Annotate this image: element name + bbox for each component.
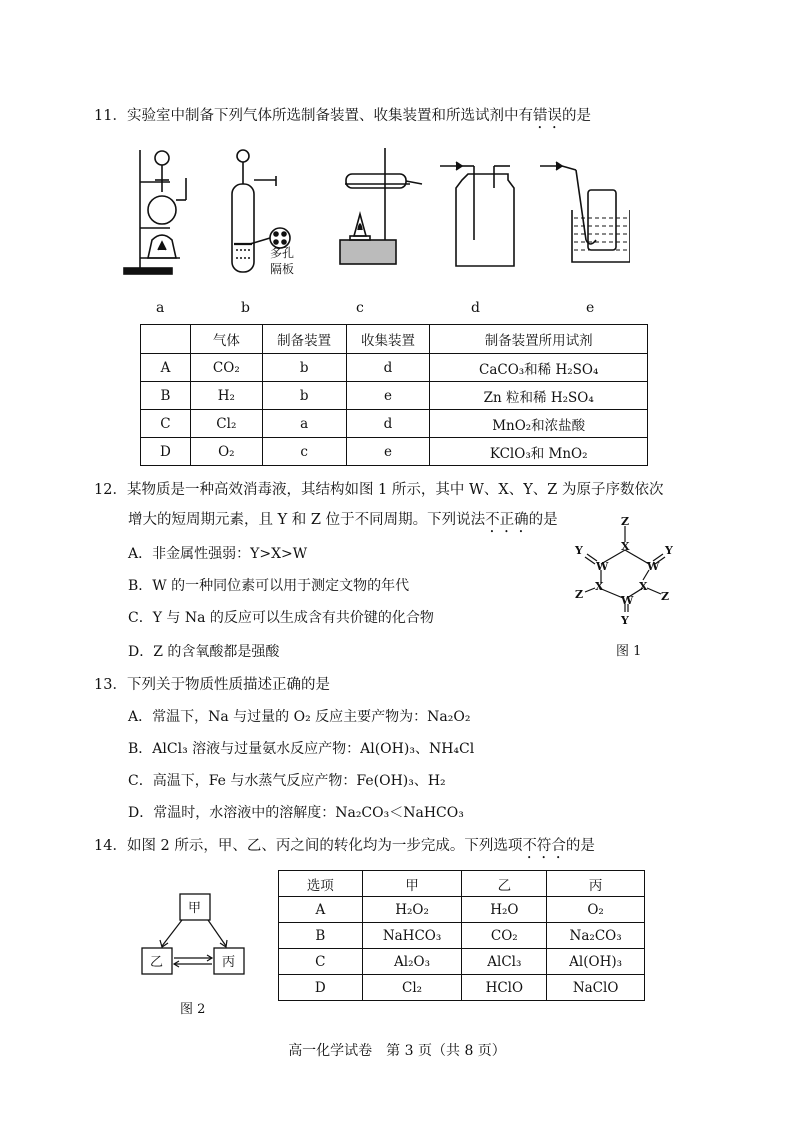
table-header-row: 气体 制备装置 收集装置 制备装置所用试剂: [141, 325, 648, 354]
q12-option-b: B．W 的一种同位素可以用于测定文物的年代: [128, 578, 410, 594]
atom-y-bottom: Y: [621, 614, 629, 627]
porous-label-2: 隔板: [270, 262, 295, 276]
apparatus-label-c: c: [356, 300, 364, 316]
table-header-row: 选项 甲 乙 丙: [279, 871, 645, 897]
atom-w-right: W: [647, 560, 660, 573]
conversion-diagram: [130, 890, 260, 990]
apparatus-label-d: d: [471, 300, 480, 316]
q12-option-d: D．Z 的含氧酸都是强酸: [128, 644, 280, 660]
apparatus-e: [540, 162, 630, 262]
atom-y-right: Y: [665, 544, 673, 557]
q13-option-b: B．AlCl₃ 溶液与过量氨水反应产物：Al(OH)₃、NH₄Cl: [128, 741, 475, 757]
node-jia: 甲: [188, 901, 202, 916]
atom-x-left: X: [595, 580, 604, 593]
page-footer: 高一化学试卷 第 3 页（共 8 页）: [288, 1043, 506, 1059]
q13-option-c: C．高温下，Fe 与水蒸气反应产物：Fe(OH)₃、H₂: [128, 773, 446, 789]
apparatus-label-a: a: [156, 300, 165, 316]
q13-option-a: A．常温下，Na 与过量的 O₂ 反应主要产物为：Na₂O₂: [128, 709, 471, 725]
q12-option-c: C．Y 与 Na 的反应可以生成含有共价键的化合物: [128, 610, 434, 626]
q13-option-d: D．常温时，水溶液中的溶解度：Na₂CO₃＜NaHCO₃: [128, 805, 464, 821]
structure-figure-1: [565, 512, 685, 627]
table-row: C Cl₂ a d MnO₂和浓盐酸: [141, 410, 648, 438]
node-bing: 丙: [222, 955, 236, 970]
q12-line1: 12．某物质是一种高效消毒液，其结构如图 1 所示，其中 W、X、Y、Z 为原子序数依次: [94, 482, 664, 498]
figure-2-caption: 图 2: [180, 1002, 206, 1017]
apparatus-label-e: e: [586, 300, 595, 316]
q14-table: [278, 870, 645, 1001]
atom-z-right: Z: [661, 590, 670, 603]
q12-line2: 增大的短周期元素，且 Y 和 Z 位于不同周期。下列说法不正确的是: [128, 512, 558, 528]
q11-stem: 11．实验室中制备下列气体所选制备装置、收集装置和所选试剂中有错误的是: [94, 108, 591, 124]
atom-x-top: X: [621, 540, 630, 553]
apparatus-a: [124, 150, 186, 274]
q12-option-a: A．非金属性强弱：Y>X>W: [128, 546, 308, 562]
apparatus-c: [340, 148, 422, 264]
atom-w-left: W: [596, 560, 609, 573]
atom-y-left: Y: [575, 544, 583, 557]
table-row: D O₂ c e KClO₃和 MnO₂: [141, 438, 648, 466]
apparatus-d: [440, 162, 514, 266]
table-row: B NaHCO₃ CO₂ Na₂CO₃: [279, 923, 645, 949]
table-row: B H₂ b e Zn 粒和稀 H₂SO₄: [141, 382, 648, 410]
table-row: C Al₂O₃ AlCl₃ Al(OH)₃: [279, 949, 645, 975]
atom-w-bottom: W: [621, 594, 634, 607]
apparatus-label-b: b: [241, 300, 250, 316]
atom-z-left: Z: [575, 588, 584, 601]
table-row: A H₂O₂ H₂O O₂: [279, 897, 645, 923]
q11-table: [140, 324, 648, 466]
q14-stem: 14．如图 2 所示，甲、乙、丙之间的转化均为一步完成。下列选项不符合的是: [94, 838, 595, 854]
node-yi: 乙: [150, 955, 164, 970]
apparatus-figure: [110, 140, 630, 290]
atom-z-top: Z: [621, 515, 630, 528]
table-row: A CO₂ b d CaCO₃和稀 H₂SO₄: [141, 354, 648, 382]
porous-label-1: 多孔: [270, 246, 295, 260]
table-row: D Cl₂ HClO NaClO: [279, 975, 645, 1001]
atom-x-right: X: [639, 580, 648, 593]
figure-1-caption: 图 1: [616, 644, 642, 659]
q13-stem: 13．下列关于物质性质描述正确的是: [94, 677, 330, 693]
